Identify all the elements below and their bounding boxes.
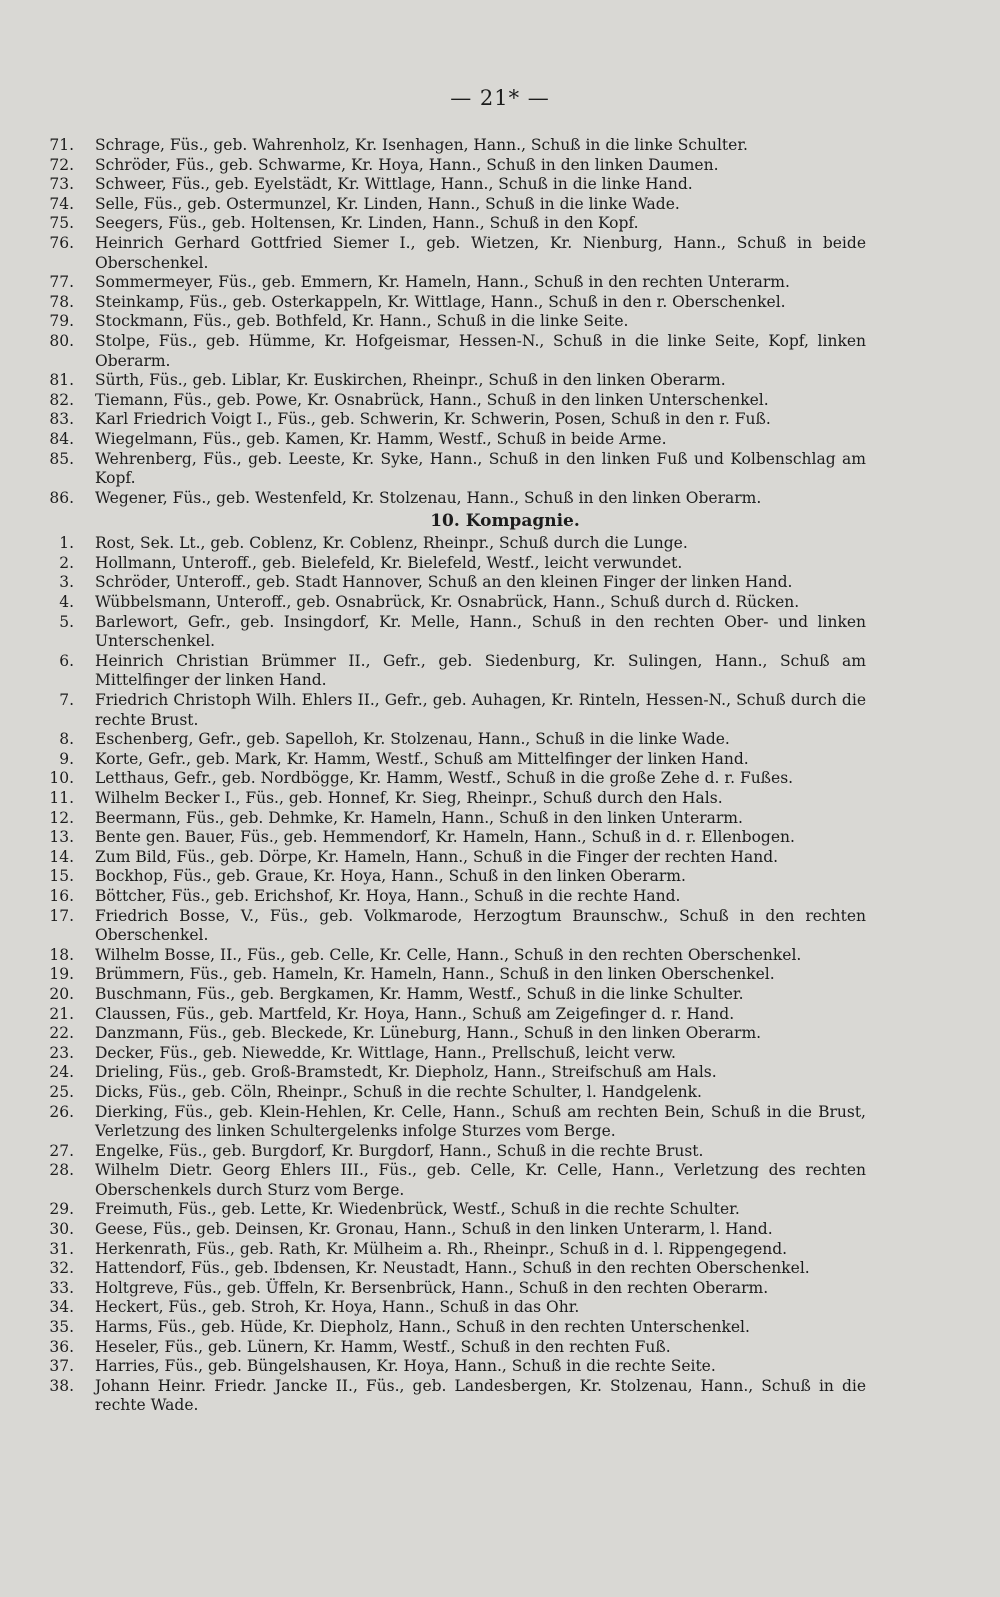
entry-text: Sommermeyer, Füs., geb. Emmern, Kr. Hameln, Hann., Schuß in den rechten Unterarm. (95, 273, 790, 292)
entry-text: Bockhop, Füs., geb. Graue, Kr. Hoya, Hann., Schuß in den linken Oberarm. (95, 867, 686, 886)
list-item (0, 312, 1000, 332)
entry-text: Schröder, Unteroff., geb. Stadt Hannover, Schuß an den kleinen Finger der linken Hand. (95, 573, 793, 592)
list-item (0, 1338, 1000, 1358)
entry-number: 74. (49, 194, 74, 213)
list-item (0, 593, 1000, 613)
entry-text: Heinrich Christian Brümmer II., Gefr., geb. Siedenburg, Kr. Sulingen, Hann., Schuß am Mittelfinger der linken Hand. (95, 651, 866, 690)
list-item (0, 534, 1000, 554)
entry-number: 82. (49, 390, 74, 409)
entry-text: Seegers, Füs., geb. Holtensen, Kr. Linden, Hann., Schuß in den Kopf. (95, 214, 639, 233)
entry-number: 8. (59, 730, 74, 749)
entry-text: Bente gen. Bauer, Füs., geb. Hemmendorf, Kr. Hameln, Hann., Schuß in d. r. Ellenbogen. (95, 828, 795, 847)
list-item (0, 371, 1000, 391)
list-item (0, 613, 1000, 652)
entry-number: 79. (49, 312, 74, 331)
list-item (0, 273, 1000, 293)
entry-text: Engelke, Füs., geb. Burgdorf, Kr. Burgdorf, Hann., Schuß in die rechte Brust. (95, 1141, 704, 1160)
list-item (0, 887, 1000, 907)
list-item (0, 391, 1000, 411)
entry-text: Drieling, Füs., geb. Groß-Bramstedt, Kr. Diepholz, Hann., Streifschuß am Hals. (95, 1063, 717, 1082)
entry-text: Beermann, Füs., geb. Dehmke, Kr. Hameln, Hann., Schuß in den linken Unterarm. (95, 808, 743, 827)
list-item (0, 789, 1000, 809)
list-item (0, 410, 1000, 430)
list-item (0, 332, 1000, 371)
entry-number: 1. (59, 534, 74, 553)
list-item (0, 985, 1000, 1005)
entry-text: Heckert, Füs., geb. Stroh, Kr. Hoya, Hann., Schuß in das Ohr. (95, 1298, 580, 1317)
entry-number: 14. (49, 847, 74, 866)
list-item (0, 1357, 1000, 1377)
list-item (0, 750, 1000, 770)
list-item (0, 1005, 1000, 1025)
entry-text: Schweer, Füs., geb. Eyelstädt, Kr. Wittlage, Hann., Schuß in die linke Hand. (95, 175, 693, 194)
list-item (0, 1240, 1000, 1260)
entry-text: Herkenrath, Füs., geb. Rath, Kr. Mülheim a. Rh., Rheinpr., Schuß in d. l. Rippengegend. (95, 1239, 788, 1258)
entry-text: Wehrenberg, Füs., geb. Leeste, Kr. Syke, Hann., Schuß in den linken Fuß und Kolbenschlag am Kopf. (95, 449, 866, 488)
entry-number: 29. (49, 1200, 74, 1219)
entry-number: 78. (49, 292, 74, 311)
entry-text: Rost, Sek. Lt., geb. Coblenz, Kr. Coblenz, Rheinpr., Schuß durch die Lunge. (95, 534, 688, 553)
list-item (0, 1142, 1000, 1162)
list-item (0, 652, 1000, 691)
list-item (0, 1044, 1000, 1064)
entry-number: 15. (49, 867, 74, 886)
entry-text: Heseler, Füs., geb. Lünern, Kr. Hamm, Westf., Schuß in den rechten Fuß. (95, 1337, 671, 1356)
entry-text: Brümmern, Füs., geb. Hameln, Kr. Hameln, Hann., Schuß in den linken Oberschenkel. (95, 965, 775, 984)
entry-text: Heinrich Gerhard Gottfried Siemer I., geb. Wietzen, Kr. Nienburg, Hann., Schuß in beide Oberschenkel. (95, 233, 866, 272)
list-item (0, 430, 1000, 450)
entry-number: 18. (49, 945, 74, 964)
entry-text: Barlewort, Gefr., geb. Insingdorf, Kr. Melle, Hann., Schuß in den rechten Ober- und linken Unterschenkel. (95, 612, 866, 651)
entry-number: 85. (49, 449, 74, 468)
entry-text: Schrage, Füs., geb. Wahrenholz, Kr. Isenhagen, Hann., Schuß in die linke Schulter. (95, 136, 748, 154)
entry-number: 10. (49, 769, 74, 788)
entry-number: 76. (49, 233, 74, 252)
entry-number: 72. (49, 155, 74, 174)
entry-number: 36. (49, 1337, 74, 1356)
entry-number: 80. (49, 331, 74, 350)
entry-text: Hattendorf, Füs., geb. Ibdensen, Kr. Neustadt, Hann., Schuß in den rechten Oberschenkel. (95, 1259, 810, 1278)
entry-text: Freimuth, Füs., geb. Lette, Kr. Wiedenbrück, Westf., Schuß in die rechte Schulter. (95, 1200, 740, 1219)
list-item (0, 1298, 1000, 1318)
entry-text: Wilhelm Becker I., Füs., geb. Honnef, Kr. Sieg, Rheinpr., Schuß durch den Hals. (95, 789, 723, 807)
list-item (0, 214, 1000, 234)
list-item (0, 1279, 1000, 1299)
list-item (0, 1200, 1000, 1220)
entry-text: Holtgreve, Füs., geb. Üffeln, Kr. Bersenbrück, Hann., Schuß in den rechten Oberarm. (95, 1278, 769, 1297)
entry-number: 20. (49, 984, 74, 1003)
entry-number: 24. (49, 1063, 74, 1082)
entry-text: Sürth, Füs., geb. Liblar, Kr. Euskirchen, Rheinpr., Schuß in den linken Oberarm. (95, 371, 726, 390)
list-item (0, 1083, 1000, 1103)
list-item (0, 965, 1000, 985)
list-item (0, 573, 1000, 593)
entry-number: 6. (59, 651, 74, 670)
list-item (0, 809, 1000, 829)
entry-number: 30. (49, 1220, 74, 1239)
entry-number: 86. (49, 488, 74, 507)
entry-text: Dicks, Füs., geb. Cöln, Rheinpr., Schuß in die rechte Schulter, l. Handgelenk. (95, 1082, 702, 1101)
list-item (0, 156, 1000, 176)
entry-text: Hollmann, Unteroff., geb. Bielefeld, Kr. Bielefeld, Westf., leicht verwundet. (95, 553, 683, 572)
list-item (0, 136, 1000, 156)
entry-text: Steinkamp, Füs., geb. Osterkappeln, Kr. Wittlage, Hann., Schuß in den r. Oberschenkel. (95, 292, 786, 311)
entry-number: 13. (49, 828, 74, 847)
entry-text: Wilhelm Bosse, II., Füs., geb. Celle, Kr. Celle, Hann., Schuß in den rechten Oberschenkel. (95, 945, 802, 964)
entry-number: 34. (49, 1298, 74, 1317)
entry-number: 28. (49, 1161, 74, 1180)
entry-number: 4. (59, 593, 74, 612)
list-item (0, 293, 1000, 313)
entry-number: 17. (49, 906, 74, 925)
entry-number: 81. (49, 371, 74, 390)
entry-number: 77. (49, 273, 74, 292)
entry-text: Buschmann, Füs., geb. Bergkamen, Kr. Hamm, Westf., Schuß in die linke Schulter. (95, 984, 744, 1003)
entry-number: 11. (49, 789, 74, 807)
page-number: — 21* — (450, 86, 550, 110)
entry-number: 9. (59, 749, 74, 768)
entry-number: 16. (49, 886, 74, 905)
entry-text: Zum Bild, Füs., geb. Dörpe, Kr. Hameln, Hann., Schuß in die Finger der rechten Hand. (95, 847, 779, 866)
list-item (0, 946, 1000, 966)
list-item (0, 1220, 1000, 1240)
entry-number: 12. (49, 808, 74, 827)
entry-text: Dierking, Füs., geb. Klein-Hehlen, Kr. Celle, Hann., Schuß am rechten Bein, Schuß in die Brust, Verletzung des linken Schultergelenks infolge Sturzes vom Berge. (95, 1102, 866, 1141)
entry-number: 19. (49, 965, 74, 984)
entry-text: Wiegelmann, Füs., geb. Kamen, Kr. Hamm, Westf., Schuß in beide Arme. (95, 429, 667, 448)
list-item (0, 1161, 1000, 1200)
entry-text: Selle, Füs., geb. Ostermunzel, Kr. Linden, Hann., Schuß in die linke Wade. (95, 194, 680, 213)
entry-text: Harries, Füs., geb. Büngelshausen, Kr. Hoya, Hann., Schuß in die rechte Seite. (95, 1357, 716, 1376)
list-group-10th (0, 534, 1000, 1416)
entry-text: Wübbelsmann, Unteroff., geb. Osnabrück, Kr. Osnabrück, Hann., Schuß durch d. Rücken. (95, 593, 800, 612)
list-item (0, 195, 1000, 215)
entry-text: Letthaus, Gefr., geb. Nordbögge, Kr. Hamm, Westf., Schuß in die große Zehe d. r. Fußes. (95, 769, 794, 788)
list-item (0, 450, 1000, 489)
entry-text: Tiemann, Füs., geb. Powe, Kr. Osnabrück, Hann., Schuß in den linken Unterschenkel. (95, 390, 769, 409)
entry-text: Claussen, Füs., geb. Martfeld, Kr. Hoya, Hann., Schuß am Zeigefinger d. r. Hand. (95, 1004, 735, 1023)
list-item (0, 691, 1000, 730)
list-item (0, 1103, 1000, 1142)
list-item (0, 1377, 1000, 1416)
entry-number: 33. (49, 1278, 74, 1297)
section-title: 10. Kompagnie. (430, 511, 580, 532)
entry-text: Geese, Füs., geb. Deinsen, Kr. Gronau, Hann., Schuß in den linken Unterarm, l. Hand. (95, 1220, 773, 1239)
list-item (0, 1318, 1000, 1338)
entry-text: Stolpe, Füs., geb. Hümme, Kr. Hofgeismar, Hessen-N., Schuß in die linke Seite, Kopf, linken Oberarm. (95, 331, 866, 370)
entry-number: 27. (49, 1141, 74, 1160)
list-item (0, 828, 1000, 848)
list-item (0, 730, 1000, 750)
entry-text: Danzmann, Füs., geb. Bleckede, Kr. Lüneburg, Hann., Schuß in den linken Oberarm. (95, 1024, 762, 1043)
entry-text: Stockmann, Füs., geb. Bothfeld, Kr. Hann., Schuß in die linke Seite. (95, 312, 629, 331)
entry-text: Friedrich Christoph Wilh. Ehlers II., Gefr., geb. Auhagen, Kr. Rinteln, Hessen-N., Schuß durch die rechte Brust. (95, 691, 866, 729)
list-item (0, 489, 1000, 509)
list-item (0, 1024, 1000, 1044)
entry-number: 32. (49, 1259, 74, 1278)
entry-number: 7. (59, 691, 74, 710)
entry-number: 23. (49, 1043, 74, 1062)
list-item (0, 769, 1000, 789)
entry-number: 21. (49, 1004, 74, 1023)
entry-number: 26. (49, 1102, 74, 1121)
entry-number: 22. (49, 1024, 74, 1043)
entry-text: Harms, Füs., geb. Hüde, Kr. Diepholz, Hann., Schuß in den rechten Unterschenkel. (95, 1318, 750, 1337)
entry-text: Decker, Füs., geb. Niewedde, Kr. Wittlage, Hann., Prellschuß, leicht verw. (95, 1043, 676, 1062)
entry-text: Wegener, Füs., geb. Westenfeld, Kr. Stolzenau, Hann., Schuß in den linken Oberarm. (95, 488, 762, 507)
entry-number: 71. (49, 136, 74, 154)
entry-number: 83. (49, 410, 74, 429)
entry-number: 5. (59, 612, 74, 631)
list-item (0, 907, 1000, 946)
entry-number: 31. (49, 1239, 74, 1258)
entry-text: Johann Heinr. Friedr. Jancke II., Füs., geb. Landesbergen, Kr. Stolzenau, Hann., Schuß in die rechte Wade. (95, 1376, 866, 1415)
list-item (0, 867, 1000, 887)
entry-text: Böttcher, Füs., geb. Erichshof, Kr. Hoya, Hann., Schuß in die rechte Hand. (95, 886, 681, 905)
entry-number: 73. (49, 175, 74, 194)
entry-text: Wilhelm Dietr. Georg Ehlers III., Füs., geb. Celle, Kr. Celle, Hann., Verletzung des rechten Oberschenkels durch Sturz vom Berge. (95, 1161, 866, 1199)
list-item (0, 554, 1000, 574)
list-item (0, 1259, 1000, 1279)
list-item (0, 175, 1000, 195)
list-item (0, 234, 1000, 273)
entry-number: 84. (49, 429, 74, 448)
entry-number: 35. (49, 1318, 74, 1337)
entry-text: Friedrich Bosse, V., Füs., geb. Volkmarode, Herzogtum Braunschw., Schuß in den rechten Oberschenkel. (95, 906, 866, 945)
entry-number: 38. (49, 1376, 74, 1395)
entry-text: Karl Friedrich Voigt I., Füs., geb. Schwerin, Kr. Schwerin, Posen, Schuß in den r. Fuß. (95, 410, 771, 429)
entry-number: 37. (49, 1357, 74, 1376)
entry-number: 3. (59, 573, 74, 592)
entry-number: 75. (49, 214, 74, 233)
entry-number: 25. (49, 1082, 74, 1101)
entry-text: Korte, Gefr., geb. Mark, Kr. Hamm, Westf., Schuß am Mittelfinger der linken Hand. (95, 749, 749, 768)
list-item (0, 1063, 1000, 1083)
list-group-9th (0, 136, 1000, 508)
entry-text: Schröder, Füs., geb. Schwarme, Kr. Hoya, Hann., Schuß in den linken Daumen. (95, 155, 719, 174)
list-item (0, 848, 1000, 868)
entry-text: Eschenberg, Gefr., geb. Sapelloh, Kr. Stolzenau, Hann., Schuß in die linke Wade. (95, 730, 730, 749)
entry-number: 2. (59, 553, 74, 572)
casualty-list (0, 136, 1000, 1416)
